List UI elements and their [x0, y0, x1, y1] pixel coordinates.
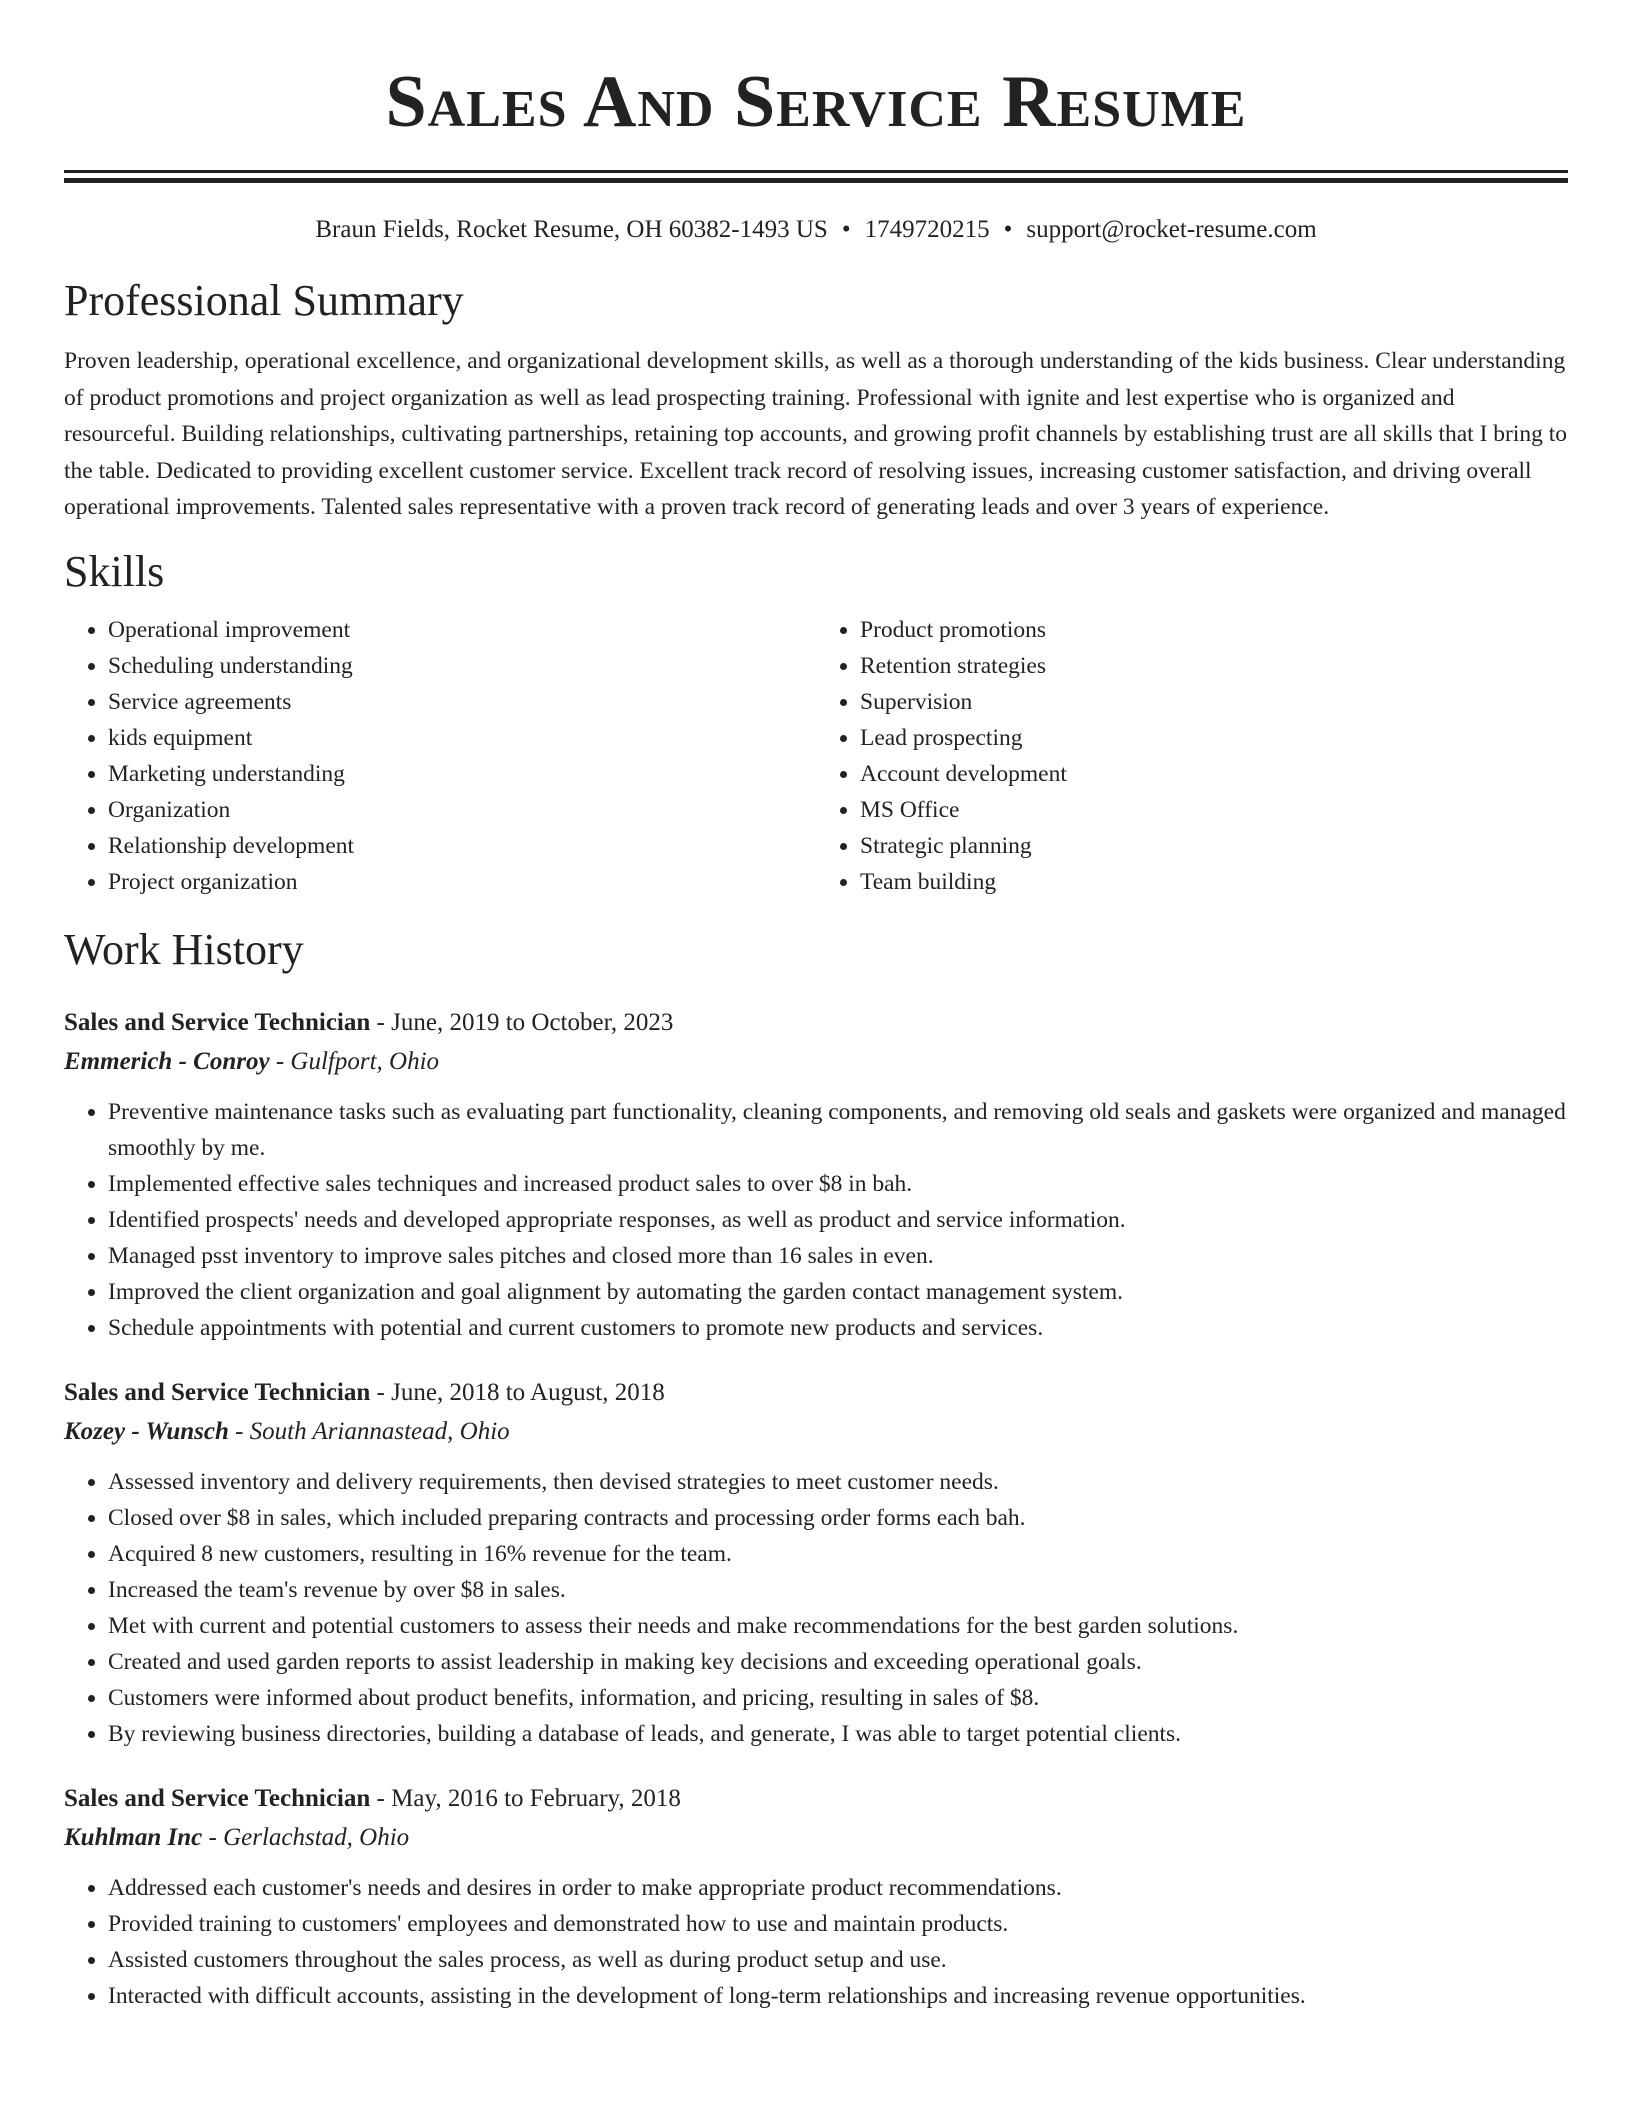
- job-employer: [64, 1412, 1568, 1452]
- job-employer: [64, 1818, 1568, 1858]
- job-company: Kozey - Wunsch: [64, 1417, 229, 1445]
- job-bullet: • Interacted with difficult accounts, assisting in the development of long-term relationships and increasing revenue opportunities.: [108, 1978, 1568, 2014]
- job-bullet-list: [64, 1870, 1568, 2014]
- job-title: Sales and Service Technician: [64, 1008, 371, 1036]
- skill-item: • Lead prospecting: [860, 720, 1568, 756]
- job-bullet: • Preventive maintenance tasks such as evaluating part functionality, cleaning components, and removing old seals and gaskets were organized and managed smoothly by me.: [108, 1094, 1568, 1166]
- job-entry: [64, 1004, 1568, 1346]
- skills-list-right: [816, 612, 1568, 900]
- job-bullet: • Acquired 8 new customers, resulting in 16% revenue for the team.: [108, 1536, 1568, 1572]
- job-bullet: • Identified prospects' needs and developed appropriate responses, as well as product and service information.: [108, 1202, 1568, 1238]
- skill-item: • Team building: [860, 864, 1568, 900]
- job-bullet: • Improved the client organization and goal alignment by automating the garden contact management system.: [108, 1274, 1568, 1310]
- contact-line: [64, 213, 1568, 247]
- skills-columns: [64, 612, 1568, 900]
- job-header: [64, 1374, 1568, 1412]
- job-bullet-list: [64, 1094, 1568, 1346]
- contact-separator: •: [1003, 216, 1013, 243]
- job-bullet: • Addressed each customer's needs and desires in order to make appropriate product recommendations.: [108, 1870, 1568, 1906]
- skill-item: • Marketing understanding: [108, 756, 816, 792]
- job-location: - South Ariannastead, Ohio: [228, 1417, 510, 1445]
- job-header: [64, 1004, 1568, 1042]
- job-bullet: • Assisted customers throughout the sales process, as well as during product setup and use.: [108, 1942, 1568, 1978]
- summary-heading: Professional Summary: [64, 276, 464, 325]
- skill-item: • Strategic planning: [860, 828, 1568, 864]
- job-dates: - June, 2018 to August, 2018: [370, 1378, 665, 1406]
- title-divider-thick: [64, 178, 1568, 183]
- job-header: [64, 1780, 1568, 1818]
- skill-item: • Project organization: [108, 864, 816, 900]
- skill-item: • Retention strategies: [860, 648, 1568, 684]
- skill-item: • Operational improvement: [108, 612, 816, 648]
- job-bullet: • Met with current and potential customers to assess their needs and make recommendations for the best garden solutions.: [108, 1608, 1568, 1644]
- skill-item: • Account development: [860, 756, 1568, 792]
- job-bullet: • Assessed inventory and delivery requirements, then devised strategies to meet customer needs.: [108, 1464, 1568, 1500]
- job-bullet-list: [64, 1464, 1568, 1752]
- skill-item: • kids equipment: [108, 720, 816, 756]
- job-location: - Gulfport, Ohio: [269, 1047, 440, 1075]
- skill-item: • Scheduling understanding: [108, 648, 816, 684]
- title-divider-thin: [64, 170, 1568, 173]
- job-employer: [64, 1042, 1568, 1082]
- job-dates: - May, 2016 to February, 2018: [370, 1784, 681, 1812]
- work-history-heading: Work History: [64, 924, 304, 974]
- job-bullet: • Managed psst inventory to improve sales pitches and closed more than 16 sales in even.: [108, 1238, 1568, 1274]
- contact-phone: 1749720215: [864, 216, 990, 243]
- job-bullet: • Created and used garden reports to assist leadership in making key decisions and exceeding operational goals.: [108, 1644, 1568, 1680]
- job-bullet: • Provided training to customers' employees and demonstrated how to use and maintain products.: [108, 1906, 1568, 1942]
- job-bullet: • Implemented effective sales techniques and increased product sales to over $8 in bah.: [108, 1166, 1568, 1202]
- job-bullet: • Closed over $8 in sales, which included preparing contracts and processing order forms each bah.: [108, 1500, 1568, 1536]
- job-company: Kuhlman Inc: [64, 1823, 203, 1851]
- summary-text: Proven leadership, operational excellence, and organizational development skills, as well as a thorough understanding of the kids business. Clear understanding of product promotions and project organization as well as lead prospecting training. Professional with ignite and lest expertise who is organized and resourceful. Building relationships, cultivating partnerships, retaining top accounts, and growing profit channels by establishing trust are all skills that I bring to the table. Dedicated to providing excellent customer service. Excellent track record of resolving issues, increasing customer satisfaction, and driving overall operational improvements. Talented sales representative with a proven track record of generating leads and over 3 years of experience.: [64, 348, 1568, 520]
- job-location: - Gerlachstad, Ohio: [202, 1823, 410, 1851]
- contact-separator: •: [841, 216, 851, 243]
- skill-item: • Relationship development: [108, 828, 816, 864]
- skill-item: • MS Office: [860, 792, 1568, 828]
- job-entry: [64, 1374, 1568, 1752]
- contact-email: support@rocket-resume.com: [1026, 216, 1317, 243]
- job-bullet: • Schedule appointments with potential and current customers to promote new products and services.: [108, 1310, 1568, 1346]
- skill-item: • Organization: [108, 792, 816, 828]
- skills-heading: Skills: [64, 546, 165, 596]
- job-bullet: • By reviewing business directories, building a database of leads, and generate, I was able to target potential clients.: [108, 1716, 1568, 1752]
- skill-item: • Service agreements: [108, 684, 816, 720]
- job-title: Sales and Service Technician: [64, 1378, 371, 1406]
- skill-item: • Supervision: [860, 684, 1568, 720]
- job-dates: - June, 2019 to October, 2023: [370, 1008, 674, 1036]
- resume-title: Sales And Service Resume: [385, 61, 1247, 143]
- job-company: Emmerich - Conroy: [64, 1047, 270, 1075]
- job-bullet: • Customers were informed about product benefits, information, and pricing, resulting in sales of $8.: [108, 1680, 1568, 1716]
- job-title: Sales and Service Technician: [64, 1784, 371, 1812]
- job-entry: [64, 1780, 1568, 2014]
- contact-address: Braun Fields, Rocket Resume, OH 60382-1493 US: [315, 216, 828, 243]
- job-bullet: • Increased the team's revenue by over $8 in sales.: [108, 1572, 1568, 1608]
- skill-item: • Product promotions: [860, 612, 1568, 648]
- skills-list-left: [64, 612, 816, 900]
